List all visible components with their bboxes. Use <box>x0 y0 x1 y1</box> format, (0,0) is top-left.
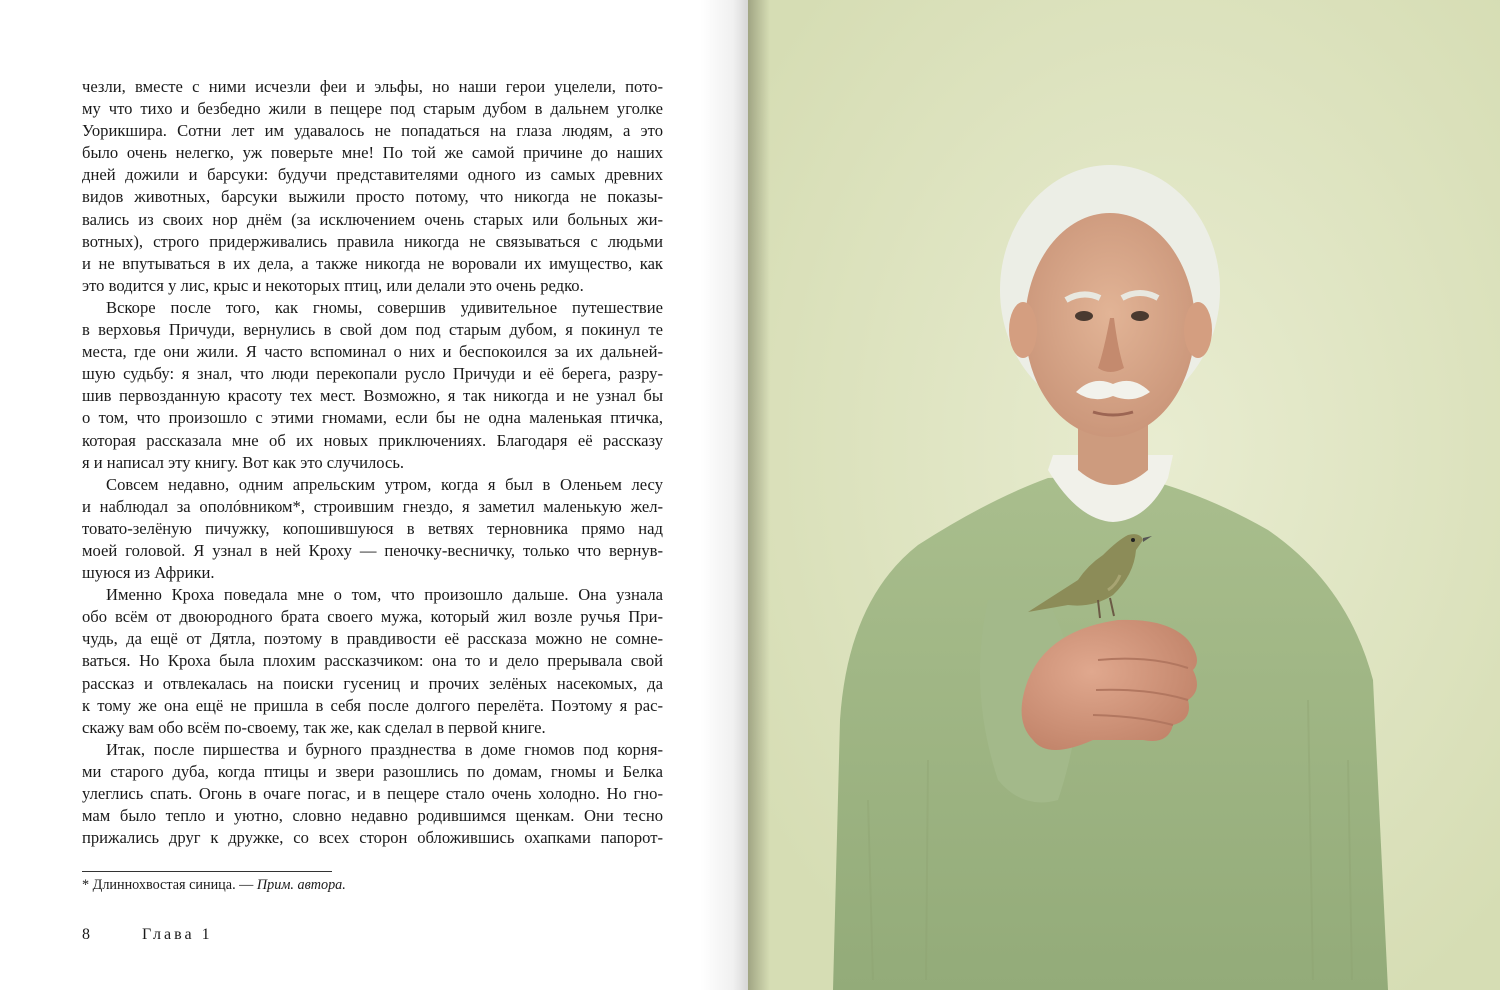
text-line: шив первозданную красоту тех мест. Возможно, я так никогда и не узнал бы <box>82 386 663 406</box>
text-line: ми старого дуба, когда птицы и звери разошлись по домам, гномы и Белка <box>82 761 663 781</box>
text-line: рассказ и отвлекалась на поиски гусениц и прочих зелёных насекомых, да <box>82 673 663 693</box>
text-line: товато-зелёную пичужку, копошившуюся в ветвях терновника прямо над <box>82 518 663 538</box>
text-line: и наблюдал за ополóвником*, строившим гнездо, я заметил маленькую жел- <box>82 496 663 516</box>
footnote <box>82 876 663 894</box>
text-line: ваться. Но Кроха была плохим рассказчиком: она то и дело прерывала свой <box>82 651 663 671</box>
text-line: я и написал эту книгу. Вот как это случилось. <box>82 452 405 472</box>
left-ear <box>1009 302 1037 358</box>
right-eye <box>1131 311 1149 321</box>
text-line: в верховья Причуди, вернулись в свой дом под старым дубом, я покинул те <box>82 320 663 340</box>
text-line: прижались друг к дружке, со всех сторон обложившись охапками папорот- <box>82 828 663 848</box>
chapter-running-head: Глава 1 <box>142 926 213 943</box>
text-page <box>0 0 748 990</box>
binding-shadow <box>748 0 770 990</box>
bird-eye <box>1131 538 1135 542</box>
text-line: чезли, вместе с ними исчезли феи и эльфы, но наши герои уцелели, пото- <box>82 77 663 96</box>
text-line: шую судьбу: я знал, что люди перекопали русло Причуди и её берега, разру- <box>82 364 663 384</box>
text-line: моей головой. Я узнал в ней Кроху — пеночку-весничку, только что вернув- <box>82 540 663 560</box>
text-line: скажу вам обо всём по-своему, так же, как сделал в первой книге. <box>82 717 546 737</box>
text-line: видов животных, барсуки выжили просто потому, что никогда не показы- <box>82 187 663 207</box>
portrait-illustration <box>748 0 1500 990</box>
text-line: Совсем недавно, одним апрельским утром, когда я был в Оленьем лесу <box>106 474 663 494</box>
text-line: обо всём от двоюродного брата своего мужа, который жил возле ручья При- <box>82 607 663 627</box>
text-line: чудь, да ещё от Дятла, поэтому в правдивости её рассказа можно не сомне- <box>82 629 663 649</box>
text-line: Итак, после пиршества и бурного празднества в доме гномов под корня- <box>106 739 663 759</box>
left-eye <box>1075 311 1093 321</box>
text-line: было очень нелегко, уж поверьте мне! По той же самой причине до наших <box>82 143 663 163</box>
text-line: вались из своих нор днём (за исключением очень старых или больных жи- <box>82 209 663 229</box>
footnote-attribution: Прим. автора. <box>256 877 346 893</box>
text-line: мам было тепло и уютно, словно недавно родившимся щенкам. Они тесно <box>82 806 663 826</box>
text-line: Именно Кроха поведала мне о том, что произошло дальше. Она узнала <box>106 585 663 605</box>
right-ear <box>1184 302 1212 358</box>
text-line: Вскоре после того, как гномы, совершив удивительное путешествие <box>106 297 663 317</box>
page-number: 8 <box>82 926 90 943</box>
text-line: му что тихо и безбедно жили в пещере под старым дубом в дальнем уголке <box>82 99 663 119</box>
text-line: Уорикшира. Сотни лет им удавалось не попадаться на глаза людям, а это <box>82 121 663 141</box>
text-line: и не впутываться в их дела, а также никогда не воровали их имущество, как <box>82 253 663 273</box>
text-line: к тому же она ещё не пришла в себя после долгого перелёта. Поэтому я рас- <box>82 695 663 715</box>
text-line: которая рассказала мне об их новых приключениях. Благодаря её рассказу <box>82 430 663 450</box>
footnote-text: * Длиннохвостая синица. — <box>82 877 257 893</box>
gutter-shadow <box>700 0 748 990</box>
text-line: шуюся из Африки. <box>82 563 215 583</box>
text-line: это водится у лис, крыс и некоторых птиц, или делали это очень редко. <box>82 275 584 295</box>
text-line: улеглись спать. Огонь в очаге погас, и в пещере стало очень холодно. Но гно- <box>82 784 663 803</box>
illustration-page <box>748 0 1500 990</box>
text-line: вотных), строго придерживались правила никогда не связываться с людьми <box>82 231 663 251</box>
text-line: дней дожили и барсуки: будучи представителями одного из самых древних <box>82 165 663 185</box>
text-line: места, где они жили. Я часто вспоминал о них и беспокоился за их дальней- <box>82 342 663 362</box>
footnote-divider <box>82 871 332 872</box>
body-text <box>82 76 663 849</box>
text-line: о том, что произошло с этими гномами, если бы не одна маленькая птичка, <box>82 408 663 428</box>
